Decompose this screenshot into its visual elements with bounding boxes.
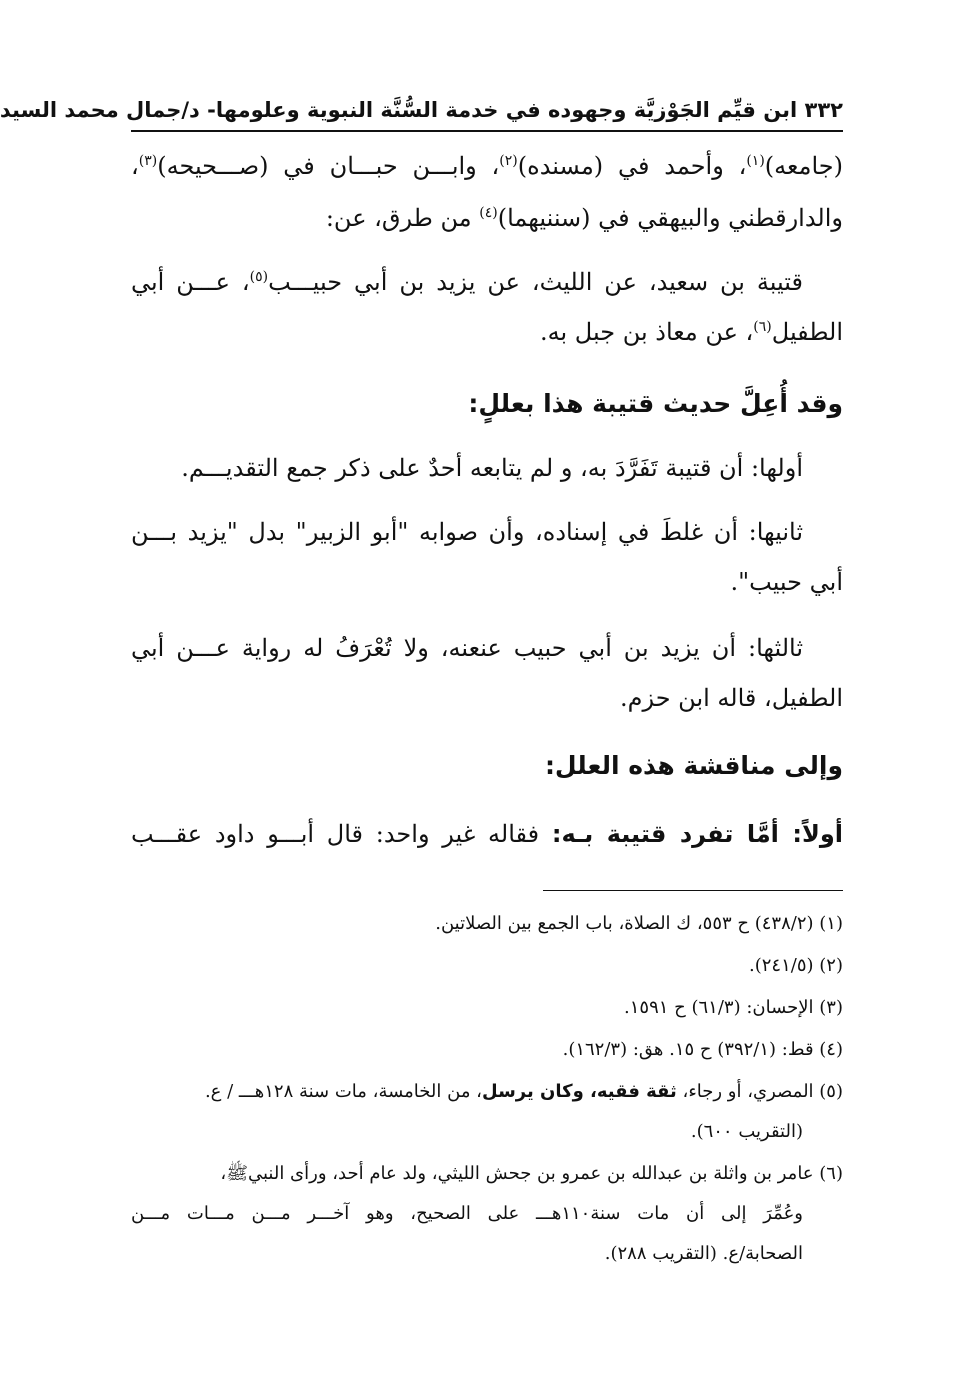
footnote-5-continued: (التقريب ٦٠٠). bbox=[690, 1121, 803, 1142]
footnote-ref[interactable]: (١) bbox=[746, 153, 765, 169]
body-line-7: أبي حبيب". bbox=[730, 568, 843, 596]
body-line-2: والدارقطني والبيهقي في (سننيهما)$^{(٤)}$ من طرق، عن: bbox=[325, 204, 843, 232]
body-line-1: (جامعه)$^{(١)}$، وأحمد في (مسنده)$^{(٢)}$، وابـــن حبـــان في (صـــحيحه)$^{(٣)}$، bbox=[131, 152, 843, 180]
section-heading-1: وقد أُعِلَّ حديث قتيبة هذا بعللٍ: bbox=[468, 389, 843, 418]
running-header bbox=[0, 92, 843, 130]
body-line-9: الطفيل، قاله ابن حزم. bbox=[619, 684, 843, 712]
footnote-ref[interactable]: (٤) bbox=[479, 205, 498, 221]
body-line-5: أولها: أن قتيبة تَفَرَّدَ به، و لم يتابعه أحدٌ على ذكر جمع التقديـــم. bbox=[181, 454, 803, 482]
page-number: ٣٣٢ bbox=[804, 98, 843, 122]
footnote-ref[interactable]: (٥) bbox=[249, 269, 269, 285]
body-line-10: أولاً: أمَّا تفرد قتيبة بـه: فقاله غير واحد: قال أبـــو داود عقـــب bbox=[131, 820, 843, 848]
body-line-6: ثانيها: أن غلطَ في إسناده، وأن صوابه "أبو الزبير" بدل "يزيد بـــن bbox=[131, 518, 803, 546]
footnote-6-line-3: الصحابة/ع. (التقريب ٢٨٨). bbox=[604, 1243, 803, 1264]
book-title: ابن قيِّم الجَوْزيَّة وجهوده في خدمة السُّنَّة النبوية وعلومها- د/جمال محمد السيد bbox=[0, 98, 798, 122]
header-rule bbox=[131, 130, 843, 132]
footnote-ref[interactable]: (٢) bbox=[499, 153, 518, 169]
footnote-ref[interactable]: (٣) bbox=[138, 153, 158, 169]
footnote-3: (٣) الإحسان: (٦١/٣) ح ١٥٩١. bbox=[624, 997, 843, 1018]
body-line-8: ثالثها: أن يزيد بن أبي حبيب عنعنه، ولا تُعْرَفُ له رواية عـــن أبي bbox=[131, 634, 803, 662]
body-line-3: قتيبة بن سعيد، عن الليث، عن يزيد بن أبي حبيـــب$^{(٥)}$، عـــن أبي bbox=[131, 268, 803, 296]
section-heading-2: وإلى مناقشة هذه العلل: bbox=[544, 751, 843, 780]
footnote-1: (١) (٤٣٨/٢) ح ٥٥٣، ك الصلاة، باب الجمع بين الصلاتين. bbox=[435, 913, 843, 934]
footnote-2: (٢) (٢٤١/٥). bbox=[749, 955, 843, 976]
body-line-4: الطفيل$^{(٦)}$، عن معاذ بن جبل به. bbox=[540, 318, 843, 346]
footnote-6: (٦) عامر بن واثلة بن عبدالله بن عمرو بن جحش الليثي، ولد عام أحد، ورأى النبيﷺ، bbox=[220, 1163, 843, 1184]
footnote-ref[interactable]: (٦) bbox=[753, 319, 772, 335]
footnote-6-line-2: وعُمِّرَ إلى أن مات سنة١١٠هـــ على الصحيح، وهو آخـــر مـــن مـــات مـــن bbox=[131, 1203, 803, 1224]
footnote-5: (٥) المصري، أو رجاء، ثقة فقيه، وكان يرسل، من الخامسة، مات سنة ١٢٨هـــ / ع. bbox=[204, 1081, 843, 1102]
footnote-separator bbox=[543, 890, 843, 891]
footnote-4: (٤) قط: (٣٩٢/١) ح ١٥. هق: (١٦٢/٣). bbox=[562, 1039, 843, 1060]
